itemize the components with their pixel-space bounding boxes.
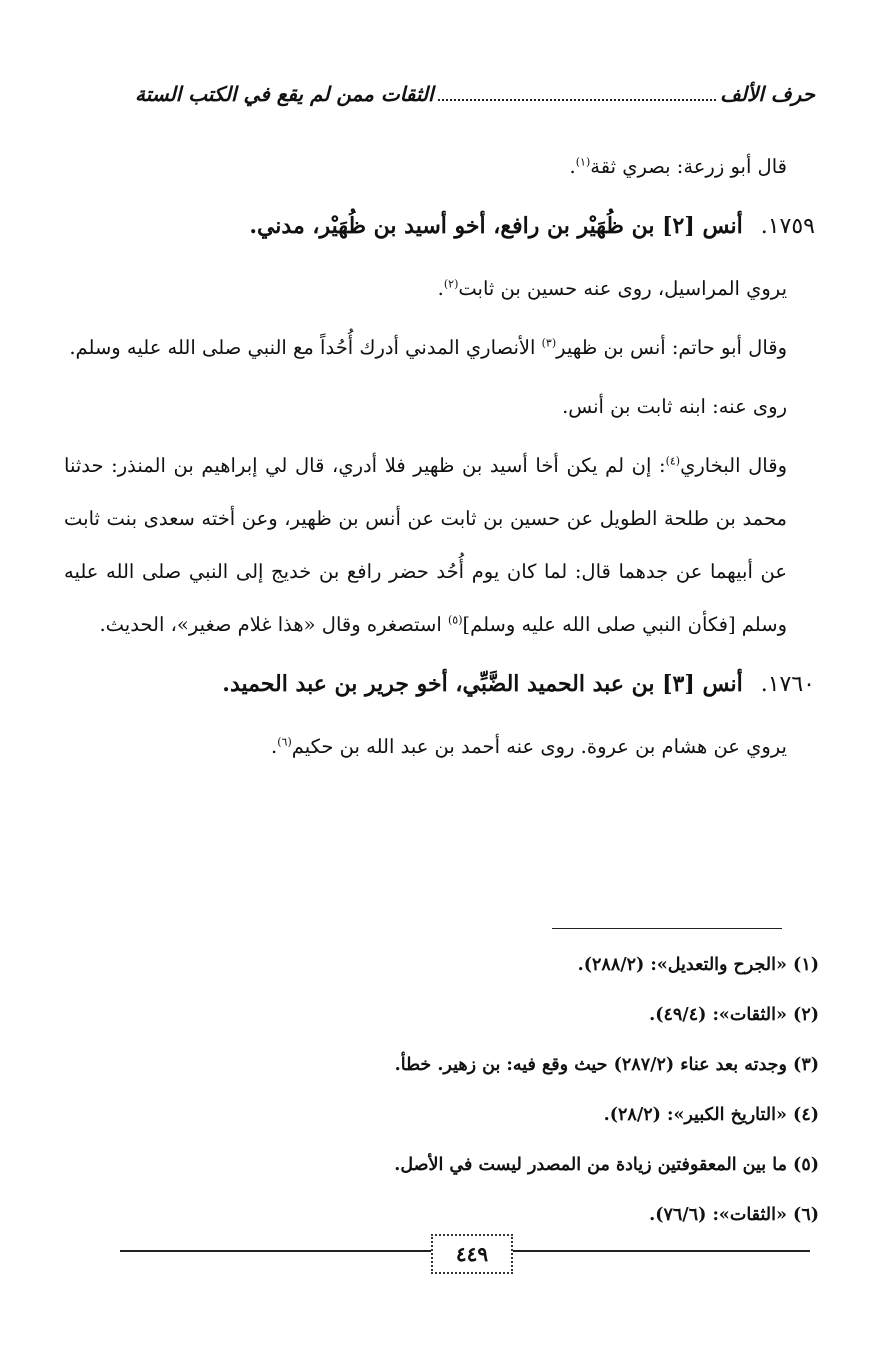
- footnote-3: (٣) وجدته بعد عناء (٢٨٧/٢) حيث وقع فيه: بن زهير. خطأ.: [394, 1055, 819, 1075]
- running-head: [135, 82, 815, 107]
- footnote-6: (٦) «الثقات»: (٧٦/٦).: [649, 1205, 819, 1225]
- running-head-chapter: حرف الألف: [720, 82, 815, 106]
- main-text: [64, 140, 815, 779]
- paragraph-narrators: روى عنه: ابنه ثابت بن أنس.: [562, 395, 787, 418]
- footnote-ref-1[interactable]: (١): [575, 155, 591, 169]
- page-number: ٤٤٩: [431, 1234, 513, 1274]
- footnotes: [60, 940, 819, 1240]
- footnote-2: (٢) «الثقات»: (٤٩/٤).: [649, 1005, 819, 1025]
- footnote-ref-5[interactable]: (٥): [448, 613, 463, 627]
- running-head-leader-dots: [438, 99, 717, 101]
- footnote-ref-2[interactable]: (٢): [443, 277, 459, 291]
- entry-title: أنس [٣] بن عبد الحميد الضَّبِّي، أخو جرير بن عبد الحميد.: [222, 671, 743, 697]
- entry-number: ١٧٥٩.: [760, 214, 815, 239]
- running-head-book-title: الثقات ممن لم يقع في الكتب الستة: [135, 82, 434, 106]
- entry-heading-1759: [64, 199, 815, 254]
- paragraph-abu-hatim: وقال أبو حاتم: أنس بن ظهير$^{(٣)}$ الأنصاري المدني أدرك أُحُداً مع النبي صلى الله عليه وسلم.: [69, 336, 787, 359]
- entry-title: أنس [٢] بن ظُهَيْر بن رافع، أخو أسيد بن ظُهَيْر، مدني.: [249, 213, 743, 239]
- footnote-ref-3[interactable]: (٣): [541, 336, 557, 350]
- entry-heading-1760: [64, 657, 815, 712]
- footnote-4: (٤) «التاريخ الكبير»: (٢٨/٢).: [603, 1105, 819, 1125]
- paragraph-hisham: يروي عن هشام بن عروة. روى عنه أحمد بن عبد الله بن حكيم$^{(٦)}$.: [271, 735, 787, 758]
- paragraph-bukhari: وقال البخاري$^{(٤)}$: إن لم يكن أخا أسيد بن ظهير فلا أدري، قال لي إبراهيم بن المنذر: حدثنا محمد بن طلحة الطويل عن حسين بن ثابت عن أنس بن ظهير، وعن أخته سعدى بنت ثابت عن أبيهما عن جدهما قال: لما كان يوم أُحُد حضر رافع بن خديج إلى النبي صلى الله عليه وسلم [فكأن النبي صلى الله عليه وسلم]$^{(٥)}$ استصغره وقال «هذا غلام صغير»، الحديث.: [64, 454, 787, 636]
- footnote-separator: [552, 928, 782, 929]
- paragraph-marasil: يروي المراسيل، روى عنه حسين بن ثابت$^{(٢)}$.: [437, 277, 787, 300]
- footnote-ref-4[interactable]: (٤): [665, 454, 681, 468]
- entry-number: ١٧٦٠.: [760, 672, 815, 697]
- footnote-1: (١) «الجرح والتعديل»: (٢٨٨/٢).: [577, 955, 819, 975]
- footnote-5: (٥) ما بين المعقوفتين زيادة من المصدر ليست في الأصل.: [394, 1155, 819, 1175]
- paragraph-abu-zura: قال أبو زرعة: بصري ثقة$^{(١)}$.: [569, 155, 787, 178]
- footnote-ref-6[interactable]: (٦): [277, 735, 292, 749]
